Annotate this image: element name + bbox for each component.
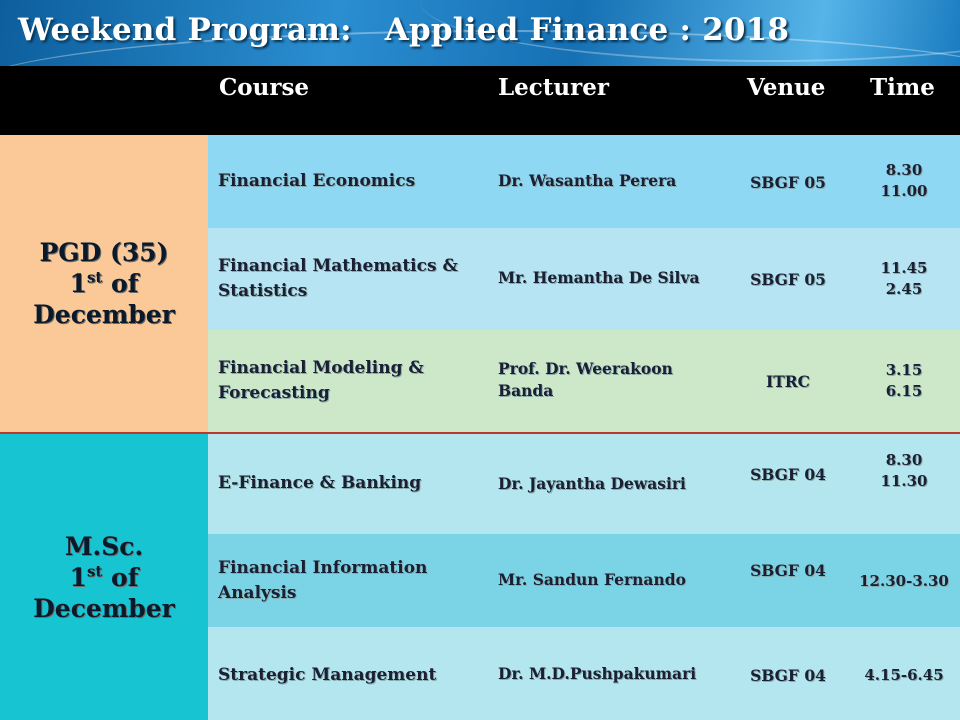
table-row	[208, 330, 960, 432]
time-cell: 8.30 11.00	[880, 161, 928, 200]
group-msc	[0, 434, 208, 720]
column-header-course: Course	[219, 74, 310, 101]
course-cell: Financial Information Analysis	[218, 558, 428, 603]
time-cell: 3.15 6.15	[885, 361, 923, 400]
venue-cell: SBGF 05	[750, 173, 826, 192]
venue-cell: SBGF 04	[750, 561, 826, 580]
group-label-line1: M.Sc.	[64, 531, 144, 561]
time-cell: 11.45 2.45	[880, 259, 928, 298]
table-header	[0, 66, 960, 135]
venue-cell: SBGF 04	[750, 666, 826, 685]
course-cell: Financial Mathematics & Statistics	[218, 256, 458, 301]
table-row	[208, 228, 960, 330]
table-row	[208, 627, 960, 720]
venue-cell: SBGF 04	[750, 465, 826, 484]
course-cell: Financial Economics	[218, 171, 416, 191]
time-cell: 12.30-3.30	[859, 572, 949, 590]
lecturer-cell: Dr. M.D.Pushpakumari	[498, 664, 697, 683]
venue-cell: ITRC	[765, 372, 810, 391]
course-cell: E-Finance & Banking	[218, 473, 422, 493]
course-cell: Financial Modeling & Forecasting	[218, 358, 424, 403]
title-banner	[0, 0, 960, 66]
course-cell: Strategic Management	[218, 665, 437, 685]
group-label-line2: 1st of	[69, 562, 139, 592]
group-label-line2: 1st of	[69, 268, 139, 298]
venue-cell: SBGF 05	[750, 270, 826, 289]
table-row	[208, 534, 960, 627]
lecturer-cell: Prof. Dr. Weerakoon Banda	[498, 359, 673, 400]
column-header-venue: Venue	[747, 74, 826, 101]
lecturer-cell: Mr. Sandun Fernando	[498, 570, 686, 589]
lecturer-cell: Mr. Hemantha De Silva	[498, 268, 700, 287]
lecturer-cell: Dr. Wasantha Perera	[498, 171, 677, 190]
column-header-lecturer: Lecturer	[498, 74, 610, 101]
group-label-line3: December	[33, 593, 175, 623]
lecturer-cell: Dr. Jayantha Dewasiri	[498, 474, 686, 493]
page-title: Weekend Program: Applied Finance : 2018	[18, 12, 790, 48]
group-pgd	[0, 135, 208, 432]
group-label-line3: December	[33, 300, 175, 329]
time-cell: 4.15-6.45	[864, 666, 944, 684]
time-cell: 8.30 11.30	[880, 451, 928, 490]
table-row	[208, 434, 960, 534]
group-label-line1: PGD (35)	[39, 238, 169, 267]
table-row	[208, 135, 960, 228]
column-header-time: Time	[870, 74, 935, 101]
